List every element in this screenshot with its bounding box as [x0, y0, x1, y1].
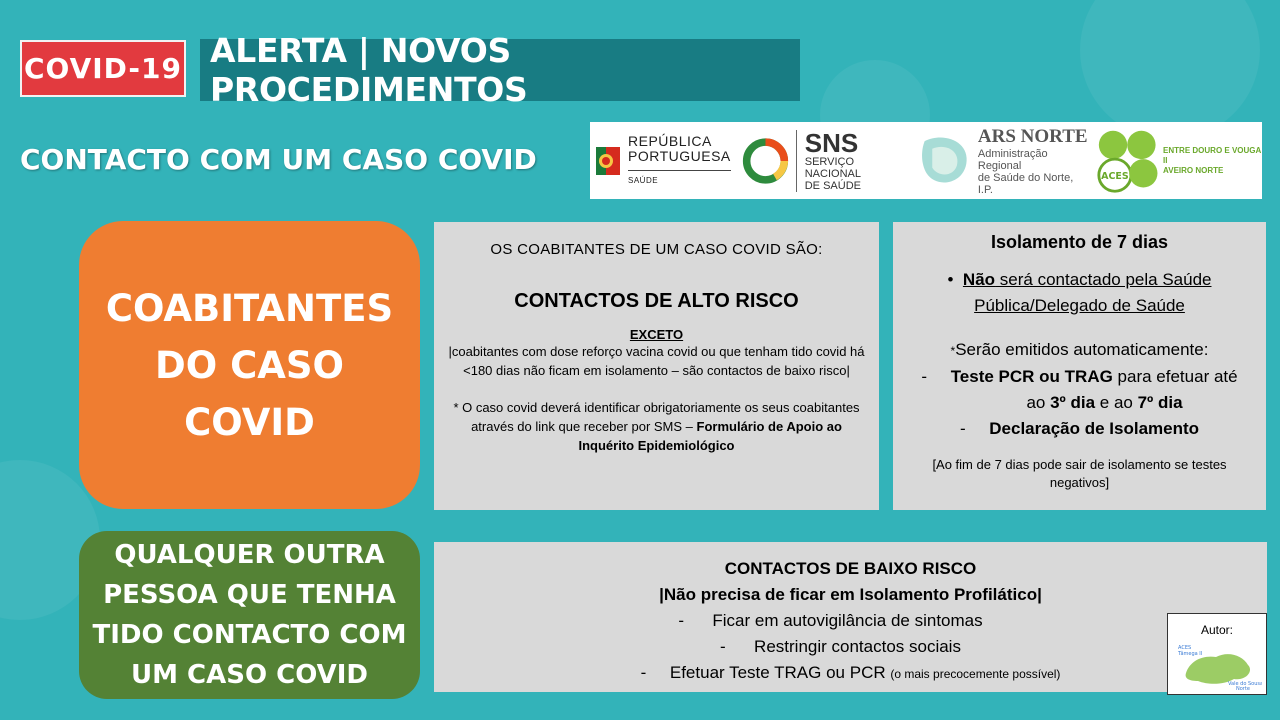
ars-line1: Administração Regional [977, 147, 1048, 172]
panel-baixo-risco [434, 542, 1267, 692]
background-virus-shape [1080, 0, 1260, 140]
aces-line2: AVEIRO NORTE [1163, 165, 1224, 175]
category-coabitantes-line: DO CASO [155, 343, 344, 387]
dia3: 3º dia [1050, 393, 1096, 412]
ars-name: ARS NORTE [977, 125, 1088, 147]
dash-icon: - [720, 637, 726, 656]
author-box [1167, 613, 1267, 695]
auto-emitted-text: Serão emitidos automaticamente: [955, 340, 1209, 359]
map-text-4: Norte [1236, 686, 1250, 691]
exceto-label: EXCETO [629, 327, 684, 342]
isolamento-footnote: [Ao fim de 7 dias pode sair de isolamento se testes negativos] [932, 457, 1227, 490]
category-outros-contactos [79, 531, 420, 699]
sns-name: SNS [804, 127, 859, 158]
map-text-3: Vale do Sousa [1228, 681, 1262, 687]
sns-line2: DE SAÚDE [804, 179, 861, 192]
panel-alto-risco-intro: OS COABITANTES DE UM CASO COVID SÃO: [490, 241, 823, 258]
dash-icon: - [959, 419, 966, 438]
item-autovigilancia [434, 608, 1267, 634]
item-teste-days [893, 390, 1266, 416]
panel-baixo-risco-title: CONTACTOS DE BAIXO RISCO [724, 559, 977, 578]
category-outros-line: PESSOA QUE TENHA [103, 580, 396, 610]
item-efetuar-teste [434, 660, 1267, 687]
ars-line2: de Saúde do Norte, I.P. [977, 171, 1074, 196]
aces-tamega-map-logo [1172, 639, 1262, 691]
rp-line1: REPÚBLICA [628, 132, 712, 149]
auto-emitted [893, 337, 1266, 364]
category-coabitantes-line: COVID [184, 400, 315, 444]
note-text: * O caso covid deverá identificar obrigatoriamente os seus coabitantes através do link que receber por SMS – [453, 400, 860, 434]
dash-icon: - [678, 611, 685, 630]
item-declaracao [893, 416, 1266, 442]
partner-logos [590, 122, 1262, 199]
aces-clover-icon [1096, 126, 1160, 196]
map-text-2: Tâmega II [1178, 651, 1203, 657]
dia7: 7º dia [1137, 393, 1183, 412]
bullet-icon: • [947, 270, 954, 289]
ao-text: ao [1026, 393, 1051, 412]
item-teste [893, 364, 1266, 390]
aces-line1: ENTRE DOURO E VOUGA II [1163, 145, 1261, 165]
sns-logo [741, 127, 907, 192]
e-ao-text: e ao [1095, 393, 1138, 412]
teste-rest: para efetuar até [1112, 367, 1238, 386]
sns-ring-icon [741, 135, 790, 187]
sns-line1: SERVIÇO NACIONAL [804, 155, 861, 180]
author-label: Autor: [1200, 623, 1233, 637]
bullet-nao-contactado [893, 267, 1266, 293]
declaracao-text: Declaração de Isolamento [989, 419, 1200, 438]
aces-mark: ACES [1100, 170, 1129, 182]
aces-logo [1096, 126, 1262, 196]
rp-saude: SAÚDE [628, 170, 731, 188]
item-efetuar-teste-text: Efetuar Teste TRAG ou PCR [669, 663, 891, 682]
item-restringir-text: Restringir contactos sociais [754, 637, 961, 656]
page-subtitle: CONTACTO COM UM CASO COVID [20, 143, 537, 176]
panel-baixo-risco-subtitle: |Não precisa de ficar em Isolamento Profilático| [659, 585, 1042, 604]
alert-banner: ALERTA | NOVOS PROCEDIMENTOS [200, 39, 800, 101]
formulario-name: Formulário de Apoio ao Inquérito Epidemiológico [578, 419, 842, 453]
teste-name: Teste PCR ou TRAG [950, 367, 1113, 386]
dash-icon: - [640, 663, 647, 682]
panel-alto-risco [434, 222, 879, 510]
category-outros-line: UM CASO COVID [131, 660, 368, 690]
note-formulario [434, 398, 879, 455]
item-restringir [434, 634, 1267, 660]
panel-isolamento-title: Isolamento de 7 dias [990, 232, 1169, 252]
ars-norte-logo [919, 126, 1088, 196]
nao-word: Não [962, 270, 996, 289]
panel-isolamento [893, 222, 1266, 510]
bullet-text-1: será contactado pela Saúde [995, 270, 1212, 289]
category-outros-line: QUALQUER OUTRA [114, 540, 385, 570]
item-efetuar-teste-note: (o mais precocemente possível) [890, 667, 1061, 681]
map-text-1: ACES [1178, 645, 1192, 651]
republica-portuguesa-logo [596, 134, 731, 188]
rp-line2: PORTUGUESA [628, 147, 731, 164]
category-outros-line: TIDO CONTACTO COM [92, 620, 407, 650]
portugal-flag-icon [596, 143, 622, 179]
asterisk: * [950, 344, 956, 358]
covid-badge: COVID-19 [20, 40, 186, 97]
category-coabitantes [79, 221, 420, 509]
exceto-text: |coabitantes com dose reforço vacina covid ou que tenham tido covid há <180 dias não ficam em isolamento – são contactos de baixo risco| [448, 344, 865, 378]
panel-alto-risco-heading: CONTACTOS DE ALTO RISCO [514, 290, 799, 312]
item-autovigilancia-text: Ficar em autovigilância de sintomas [712, 611, 983, 630]
ars-leaf-icon [919, 130, 974, 192]
bullet-text-2: Pública/Delegado de Saúde [974, 296, 1185, 315]
category-coabitantes-line: COABITANTES [105, 286, 394, 330]
dash-icon: - [921, 367, 928, 386]
